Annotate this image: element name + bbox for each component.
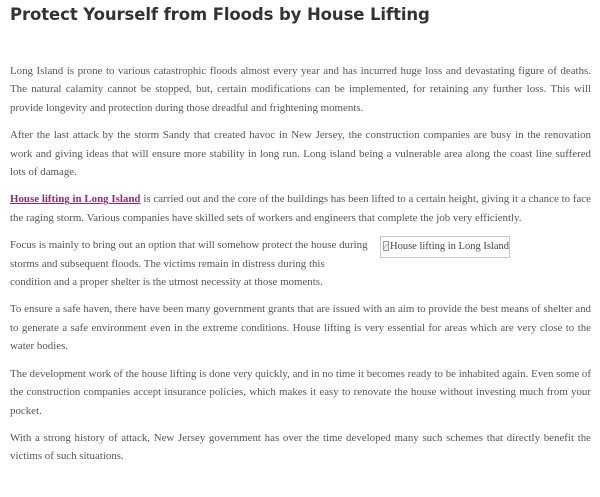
paragraph-history: With a strong history of attack, New Jersey government has over the time developed many such schemes that directly benefit the victims of such situations. bbox=[10, 431, 591, 463]
broken-image-icon bbox=[383, 241, 389, 251]
paragraph-sandy: After the last attack by the storm Sandy that created havoc in New Jersey, the construction companies are busy in the renovation work and giving ideas that will ensure more stability in long run. Long island being a vulnerable area along the coast line suffered lots of damage. bbox=[10, 129, 591, 179]
house-lifting-link[interactable]: House lifting in Long Island bbox=[10, 193, 141, 206]
image-alt-text: House lifting in Long Island bbox=[390, 241, 509, 253]
paragraph-house-lifting bbox=[10, 190, 591, 227]
title-spacer bbox=[10, 26, 591, 62]
paragraph-development: The development work of the house lifting is done very quickly, and in no time it becomes ready to be inhabited again. Even some of the construction companies accept insurance policies, which makes it easy to renovate the house without investing much from your pocket. bbox=[10, 367, 591, 417]
image-paragraph-block bbox=[10, 236, 591, 300]
paragraph-intro: Long Island is prone to various catastrophic floods almost every year and has incurred huge loss and devastating figure of deaths. The natural calamity cannot be stopped, but, certain modifications can be implemented, for retaining any further loss. This will provide longevity and protection during those dreadful and frightening moments. bbox=[10, 65, 591, 114]
paragraph-house-lifting-text: is carried out and the core of the buildings has been lifted to a certain height, giving it a chance to face the raging storm. Various companies have skilled sets of workers and engineers that complete the job very efficiently. bbox=[10, 193, 592, 224]
paragraph-focus: Focus is mainly to bring out an option that will somehow protect the house during storms and subsequent floods. The victims remain in distress during this condition and a proper shelter is the utmost necessity at those moments. bbox=[10, 239, 368, 289]
house-lifting-image bbox=[380, 236, 510, 258]
article-title: Protect Yourself from Floods by House Lifting bbox=[10, 5, 430, 24]
paragraph-safe-haven: To ensure a safe haven, there have been many government grants that are issued with an aim to provide the best means of shelter and to generate a safe environment even in the extreme conditions. House lifting is very essential for areas which are very close to the water bodies. bbox=[10, 303, 591, 353]
